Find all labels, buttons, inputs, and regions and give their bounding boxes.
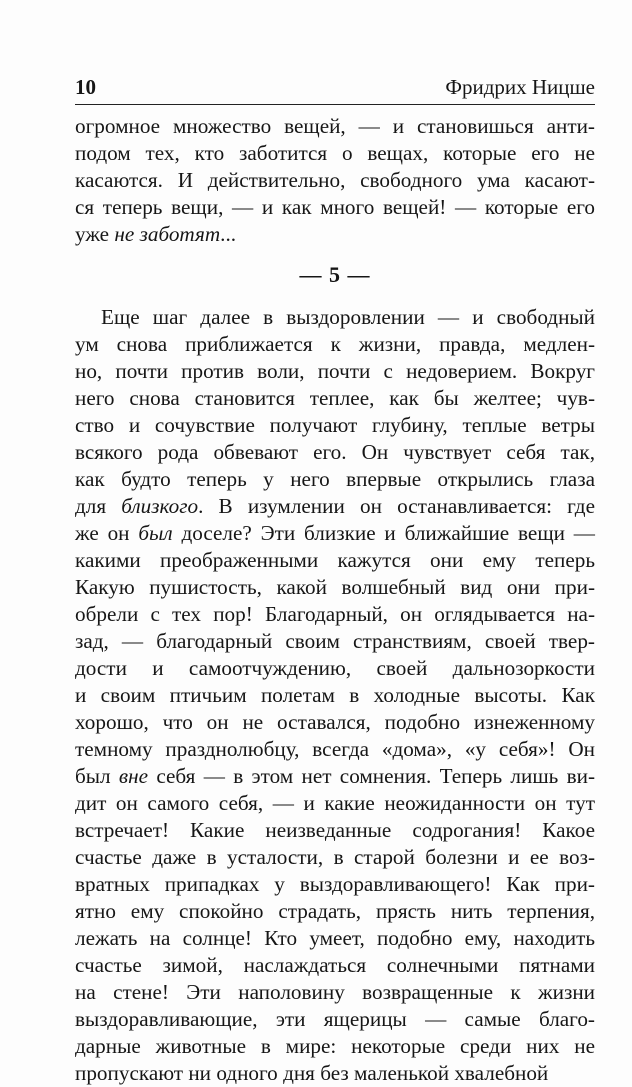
text-line bbox=[75, 385, 595, 412]
section-5-paragraph bbox=[75, 304, 595, 1087]
text-line bbox=[75, 736, 595, 763]
text-line bbox=[75, 601, 595, 628]
page-header bbox=[75, 71, 595, 101]
emphasis: не заботят bbox=[114, 222, 221, 246]
line-text: же он bbox=[75, 521, 139, 545]
line-text: него снова становится теплее, как бы желтее; чув- bbox=[75, 386, 595, 410]
text-line bbox=[75, 925, 595, 952]
line-text: встречает! Какие неизведанные содрогания! Какое bbox=[75, 818, 595, 842]
text-line bbox=[75, 628, 595, 655]
line-text: и своим птичьим полетам в холодные высоты. Как bbox=[75, 683, 595, 707]
line-text: Какую пушистость, какой волшебный вид они при- bbox=[75, 575, 595, 599]
line-text: ство и сочувствие получают глубину, теплые ветры bbox=[75, 413, 595, 437]
line-text: но, почти против воли, почти с недоверием. Вокруг bbox=[75, 359, 595, 383]
text-line bbox=[75, 493, 595, 520]
text-line bbox=[75, 358, 595, 385]
text-line bbox=[75, 709, 595, 736]
text-line bbox=[75, 1060, 595, 1087]
text-line bbox=[75, 331, 595, 358]
line-text: темному празднолюбцу, всегда «дома», «у себя»! Он bbox=[75, 737, 595, 761]
line-text: ся теперь вещи, — и как много вещей! — которые его bbox=[75, 195, 595, 219]
line-text: как будто теперь у него впервые открылись глаза bbox=[75, 467, 595, 491]
line-text: обрели с тех пор! Благодарный, он оглядывается на- bbox=[75, 602, 595, 626]
line-text: счастье зимой, наслаждаться солнечными пятнами bbox=[75, 953, 595, 977]
text-line bbox=[75, 304, 595, 331]
text-line bbox=[75, 466, 595, 493]
text-line bbox=[75, 194, 595, 221]
text-line bbox=[75, 817, 595, 844]
text-line bbox=[75, 682, 595, 709]
line-text: дит он самого себя, — и какие неожиданности он тут bbox=[75, 791, 595, 815]
line-text: вратных припадках у выздоравливающего! Как при- bbox=[75, 872, 595, 896]
line-text: какими преображенными кажутся они ему теперь bbox=[75, 548, 595, 572]
line-text: для bbox=[75, 494, 122, 518]
line-text: ятно ему спокойно страдать, прясть нить терпения, bbox=[75, 899, 595, 923]
line-text: на стене! Эти наполовину возвращенные к жизни bbox=[75, 980, 595, 1004]
text-line bbox=[75, 844, 595, 871]
text-line bbox=[75, 979, 595, 1006]
section-heading: — 5 — bbox=[299, 262, 371, 287]
text-line bbox=[75, 113, 595, 140]
line-text: касаются. И действительно, свободного ума касают- bbox=[75, 168, 595, 192]
line-text: ум снова приближается к жизни, правда, медлен- bbox=[75, 332, 595, 356]
line-text: всякого рода обвевают его. Он чувствует себя так, bbox=[75, 440, 595, 464]
text-line bbox=[75, 898, 595, 925]
line-text: . В изумлении он останавливается: где bbox=[198, 494, 595, 518]
line-text: дарные животные в мире: некоторые среди них не bbox=[75, 1034, 595, 1058]
line-text: счастье даже в усталости, в старой болезни и ее воз- bbox=[75, 845, 595, 869]
line-text: лежать на солнце! Кто умеет, подобно ему, находить bbox=[75, 926, 595, 950]
line-text: подом тех, кто заботится о вещах, которые его не bbox=[75, 141, 595, 165]
line-text: уже bbox=[75, 222, 115, 246]
text-line bbox=[75, 547, 595, 574]
line-text: зад, — благодарный своим странствиям, своей твер- bbox=[75, 629, 595, 653]
line-text: огромное множество вещей, — и становишься анти- bbox=[75, 114, 595, 138]
emphasis: был bbox=[138, 521, 173, 545]
line-text: хорошо, что он не оставался, подобно изнеженному bbox=[75, 710, 595, 734]
page-number: 10 bbox=[75, 75, 96, 99]
text-line bbox=[75, 140, 595, 167]
text-line bbox=[75, 221, 595, 248]
text-line bbox=[75, 167, 595, 194]
text-line bbox=[75, 871, 595, 898]
line-text: пропускают ни одного дня без маленькой хвалебной bbox=[75, 1061, 549, 1085]
line-text: был bbox=[75, 764, 119, 788]
header-rule bbox=[75, 104, 595, 105]
running-title: Фридрих Ницше bbox=[445, 75, 595, 99]
text-line bbox=[75, 412, 595, 439]
line-text: ... bbox=[220, 222, 237, 246]
emphasis: вне bbox=[118, 764, 149, 788]
line-text: доселе? Эти близкие и ближайшие вещи — bbox=[172, 521, 595, 545]
line-text: Еще шаг далее в выздоровлении — и свободный bbox=[101, 305, 595, 329]
text-line bbox=[75, 790, 595, 817]
text-line bbox=[75, 1006, 595, 1033]
page-body bbox=[75, 113, 595, 1087]
emphasis: близкого bbox=[121, 494, 199, 518]
line-text: дости и самоотчуждению, своей дальнозоркости bbox=[75, 656, 595, 680]
text-line bbox=[75, 520, 595, 547]
text-line bbox=[75, 655, 595, 682]
text-line bbox=[75, 574, 595, 601]
text-line bbox=[75, 439, 595, 466]
text-line bbox=[75, 763, 595, 790]
text-line bbox=[75, 952, 595, 979]
continued-paragraph bbox=[75, 113, 595, 248]
line-text: выздоравливающие, эти ящерицы — самые благо- bbox=[75, 1007, 595, 1031]
text-line bbox=[75, 1033, 595, 1060]
line-text: себя — в этом нет сомнения. Теперь лишь ви- bbox=[148, 764, 596, 788]
